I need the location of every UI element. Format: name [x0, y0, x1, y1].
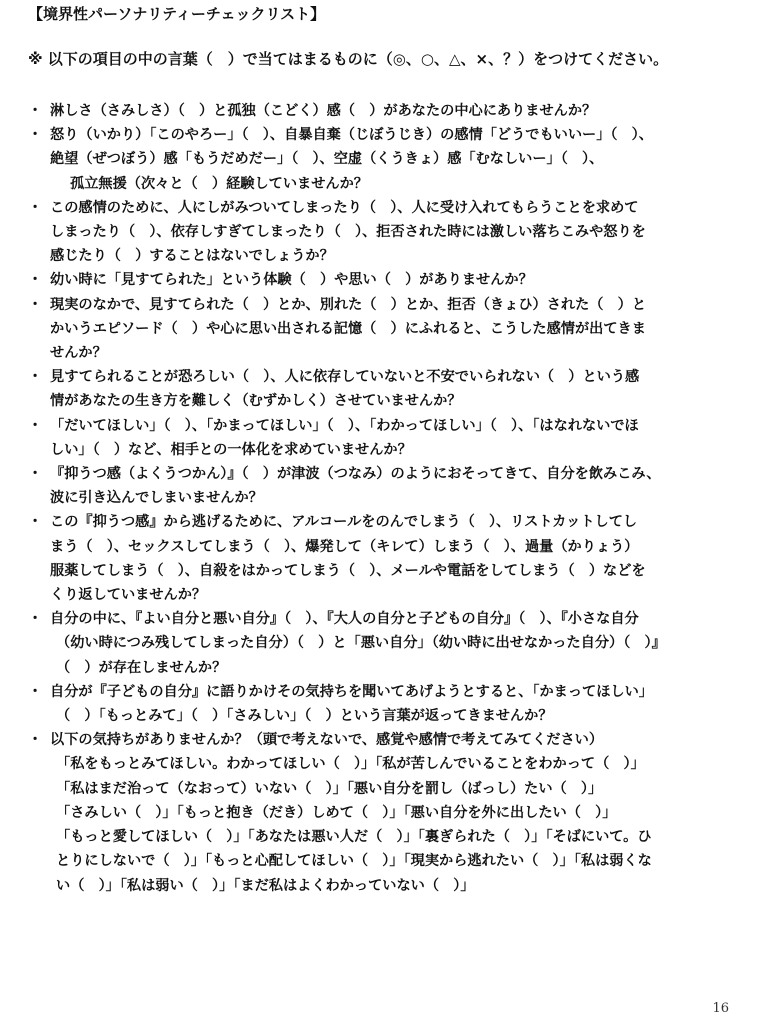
bullet-marker: ・ — [28, 732, 43, 749]
checklist-item-line: せんか？ — [50, 345, 107, 362]
checklist-item-line: 孤立無援（次々と（ ）経験していませんか？ — [70, 175, 368, 192]
checklist-item-line: 自分の中に、『よい自分と悪い自分』（ ）、『大人の自分と子どもの自分』（ ）、『小さな自分 — [50, 611, 639, 628]
checklist-item — [28, 607, 738, 680]
checklist-item-line: 感じたり（ ）することはないでしょうか？ — [50, 248, 334, 265]
checklist-item-line: とりにしないで（ ）」「もっと心配してほしい（ ）」「現実から逃れたい（ ）」「私は弱くな — [56, 853, 652, 870]
bullet-marker: ・ — [28, 466, 43, 483]
checklist-item-line: しい」（ ）など、相手との一体化を求めていませんか？ — [50, 441, 412, 458]
checklist-item — [28, 293, 738, 366]
checklist-item-line: 怒り（いかり）「このやろー」（ ）、自暴自棄（じぼうじき）の感情「どうでもいいー」（ ）、 — [50, 127, 653, 144]
page-number: 16 — [712, 1001, 729, 1016]
checklist-item-line: 幼い時に「見すてられた」という体験（ ）や思い（ ）がありませんか？ — [50, 272, 533, 289]
checklist-item-line: 見すてられることが恐ろしい（ ）、人に依存していないと不安でいられない（ ）という感 — [50, 369, 640, 386]
checklist-item-line: 「私はまだ治って（なおって）いない（ ）」「悪い自分を罰し（ばっし）たい（ ）」 — [56, 780, 603, 797]
checklist-item-line: この感情のために、人にしがみついてしまったり（ ）、人に受け入れてもらうことを求めて — [50, 199, 639, 216]
checklist-item-line: 現実のなかで、見すてられた（ ）とか、別れた（ ）とか、拒否（きょひ）された（ ）と — [50, 296, 647, 313]
checklist-item-line: この『抑うつ感』から逃げるために、アルコールをのんでしまう（ ）、リストカットしてし — [50, 514, 638, 531]
checklist-item-line: い（ ）」「私は弱い（ ）」「まだ私はよくわかっていない（ ）」 — [56, 877, 475, 894]
checklist-item-line: 服薬してしまう（ ）、自殺をはかってしまう（ ）、メールや電話をしてしまう（ ）などを — [50, 562, 646, 579]
bullet-marker: ・ — [28, 417, 43, 434]
checklist-item — [28, 268, 738, 292]
checklist-item-line: 『抑うつ感（よくうつかん）』（ ）が津波（つなみ）のようにおそってきて、自分を飲みこみ、 — [50, 466, 661, 483]
checklist-item-line: （ ）が存在しませんか？ — [56, 659, 227, 676]
checklist-item — [28, 123, 738, 196]
bullet-marker: ・ — [28, 103, 43, 119]
checklist-item-line: 「だいてほしい」（ ）、「かまってほしい」（ ）、「わかってほしい」（ ）、「はなれないでほ — [50, 417, 639, 434]
bullet-marker: ・ — [28, 199, 43, 216]
checklist-item-line: 「さみしい（ ）」「もっと抱き（だき）しめて（ ）」「悪い自分を外に出したい（ ）」 — [56, 804, 617, 821]
checklist-item — [28, 99, 738, 123]
checklist-item-line: 淋しさ（さみしさ）（ ）と孤独（こどく）感（ ）があなたの中心にありませんか？ — [50, 103, 597, 119]
checklist — [28, 99, 738, 898]
checklist-item-line: 「もっと愛してほしい（ ）」「あなたは悪い人だ（ ）」「裏ぎられた（ ）」「そばにいて。ひ — [56, 829, 652, 846]
bullet-marker: ・ — [28, 127, 43, 144]
bullet-marker: ・ — [28, 272, 43, 289]
checklist-item-line: （幼い時につみ残してしまった自分）（ ）と「悪い自分」（幼い時に出せなかった自分）（ ）』 — [56, 635, 666, 652]
checklist-item — [28, 462, 738, 510]
checklist-item-line: しまったり（ ）、依存しすぎてしまったり（ ）、拒否された時には激しい落ちこみや怒りを — [50, 224, 646, 241]
checklist-item-line: 自分が『子どもの自分』に語りかけその気持ちを聞いてあげようとすると、「かまってほしい」 — [50, 683, 653, 700]
checklist-item-line: かいうエピソード（ ）や心に思い出される記憶（ ）にふれると、こうした感情が出てきま — [50, 320, 646, 337]
checklist-item-line: 情があなたの生き方を難しく（むずかしく）させていませんか？ — [50, 393, 462, 410]
checklist-item-line: 「私をもっとみてほしい。わかってほしい（ ）」「私が苦しんでいることをわかって（ ）」 — [56, 756, 645, 773]
checklist-item-line: 絶望（ぜつぼう）感「もうだめだー」（ ）、空虚（くうきょ）感「むなしいー」（ ）、 — [50, 151, 604, 168]
bullet-marker: ・ — [28, 514, 43, 531]
bullet-marker: ・ — [28, 611, 43, 628]
checklist-item — [28, 414, 738, 462]
checklist-item-line: まう（ ）、セックスしてしまう（ ）、爆発して（キレて）しまう（ ）、過量（かりょう） — [50, 538, 639, 555]
checklist-item — [28, 510, 738, 607]
checklist-item-line: くり返していませんか？ — [50, 587, 207, 604]
bullet-marker: ・ — [28, 296, 43, 313]
checklist-item — [28, 196, 738, 269]
bullet-marker: ・ — [28, 369, 43, 386]
checklist-item-line: 以下の気持ちがありませんか？（頭で考えないで、感覚や感情で考えてみてください） — [50, 732, 604, 749]
checklist-item — [28, 365, 738, 413]
checklist-item-line: 波に引き込んでしまいませんか？ — [50, 490, 263, 507]
checklist-item — [28, 728, 738, 897]
page-title: 【境界性パーソナリティーチェックリスト】 — [28, 5, 326, 23]
checklist-item — [28, 680, 738, 728]
checklist-item-line: （ ）「もっとみて」（ ）「さみしい」（ ）という言葉が返ってきませんか？ — [56, 708, 553, 725]
bullet-marker: ・ — [28, 683, 43, 700]
instructions: ※ 以下の項目の中の言葉（ ）で当てはまるものに（◎、○、△、×、？）をつけてください。 — [28, 50, 669, 68]
